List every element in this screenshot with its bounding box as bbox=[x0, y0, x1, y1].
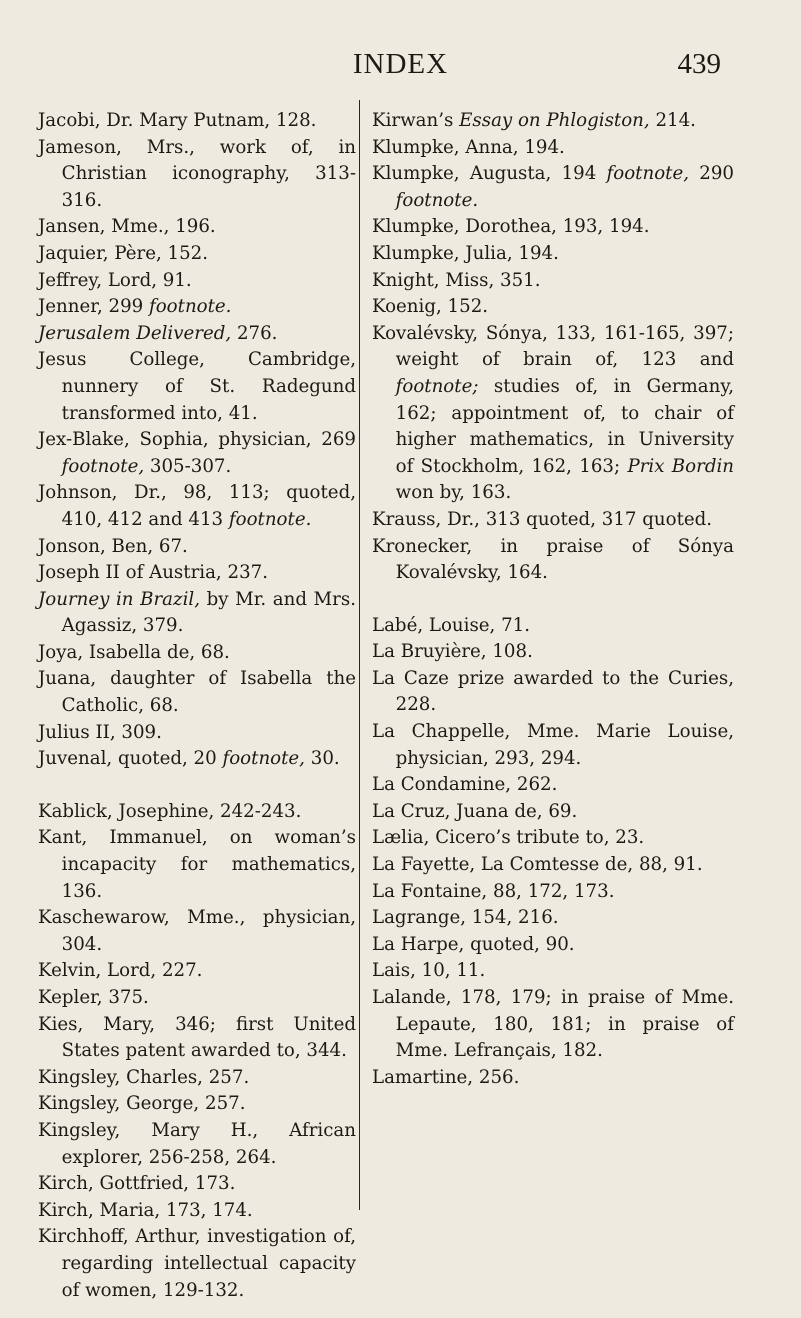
index-entry bbox=[38, 214, 356, 241]
index-entry bbox=[38, 321, 356, 348]
index-entry bbox=[38, 135, 356, 215]
index-entry-text: La Chappelle, Mme. Marie Louise, physician, 293, 294. bbox=[372, 721, 734, 769]
index-entry bbox=[372, 241, 734, 268]
index-entry-text: Lamartine, 256. bbox=[372, 1066, 520, 1088]
index-entry bbox=[38, 720, 356, 747]
index-entry-text: Jeffrey, Lord, 91. bbox=[38, 269, 192, 291]
index-entry bbox=[38, 905, 356, 958]
index-entry bbox=[372, 772, 734, 799]
index-entry bbox=[372, 879, 734, 906]
index-entry bbox=[372, 719, 734, 772]
index-entry-text: Kingsley, Mary H., African explorer, 256-258, 264. bbox=[38, 1119, 356, 1168]
index-entry-italic-text: footnote, bbox=[606, 163, 690, 185]
index-entry-italic-text: Jerusalem Delivered, bbox=[38, 322, 232, 344]
column-divider bbox=[359, 100, 360, 1210]
index-entry bbox=[372, 639, 734, 666]
index-entry-text: Klumpke, Dorothea, 193, 194. bbox=[372, 216, 650, 238]
index-entry-text: La Fontaine, 88, 172, 173. bbox=[372, 880, 615, 902]
index-entry-text: Julius II, 309. bbox=[38, 721, 162, 743]
index-entry bbox=[372, 958, 734, 985]
index-entry-text: Kirwan’s bbox=[372, 110, 460, 131]
index-entry bbox=[372, 108, 734, 135]
index-entry-italic-text: footnote; bbox=[395, 375, 479, 397]
index-entry-text: Lælia, Cicero’s tribute to, 23. bbox=[372, 827, 645, 849]
index-entry bbox=[38, 427, 356, 480]
index-entry bbox=[38, 1012, 356, 1065]
index-entry bbox=[38, 587, 356, 640]
index-entry-text: Lalande, 178, 179; in praise of Mme. Lepaute, 180, 181; in praise of Mme. Lefrançais, 182. bbox=[372, 987, 734, 1062]
index-entry bbox=[38, 1118, 356, 1171]
index-entry-text: Jesus College, Cambridge, nunnery of St. Radegund transformed into, 41. bbox=[38, 349, 356, 424]
index-entry bbox=[38, 985, 356, 1012]
index-entry-italic-text: Journey in Brazil, bbox=[38, 588, 200, 610]
index-entry-text: Juvenal, quoted, 20 bbox=[38, 748, 223, 770]
index-entry-text: Klumpke, Julia, 194. bbox=[372, 242, 559, 264]
index-entry-text: Jameson, Mrs., work of, in Christian iconography, 313-316. bbox=[38, 136, 356, 211]
index-entry-italic-text: footnote. bbox=[228, 508, 312, 530]
index-entry bbox=[372, 613, 734, 640]
index-entry-text: Jex-Blake, Sophia, physician, 269 bbox=[38, 429, 356, 451]
index-entry bbox=[372, 135, 734, 162]
index-entry bbox=[372, 1065, 734, 1092]
index-entry-text: Joya, Isabella de, 68. bbox=[38, 641, 230, 663]
index-entry-text: La Caze prize awarded to the Curies, 228. bbox=[372, 667, 734, 716]
index-entry-text: 305-307. bbox=[144, 455, 232, 477]
index-entry bbox=[38, 1224, 356, 1304]
index-entry-text: Jenner, 299 bbox=[38, 296, 149, 318]
index-entry-text: Kepler, 375. bbox=[38, 987, 149, 1008]
index-entry bbox=[38, 294, 356, 321]
index-entry-text: Juana, daughter of Isabella the Catholic, 68. bbox=[38, 668, 356, 717]
index-entry bbox=[38, 108, 356, 135]
index-entry-italic-text: footnote, bbox=[61, 455, 145, 477]
index-entry-text: La Cruz, Juana de, 69. bbox=[372, 800, 578, 822]
index-entry bbox=[38, 1171, 356, 1198]
index-entry bbox=[372, 294, 734, 321]
index-entry-text: Knight, Miss, 351. bbox=[372, 269, 541, 291]
index-entry bbox=[372, 507, 734, 534]
index-entry bbox=[38, 958, 356, 985]
index-entry-text: La Harpe, quoted, 90. bbox=[372, 933, 575, 955]
index-entry bbox=[372, 932, 734, 959]
index-entry-text: won by, 163. bbox=[395, 482, 512, 504]
index-entry bbox=[38, 560, 356, 587]
index-entry-text: Kelvin, Lord, 227. bbox=[38, 960, 203, 982]
index-entry-text: 214. bbox=[649, 110, 696, 131]
index-column-left bbox=[38, 108, 356, 1304]
index-entry-text: La Fayette, La Comtesse de, 88, 91. bbox=[372, 854, 703, 876]
index-entry bbox=[38, 347, 356, 427]
index-entry-text: Johnson, Dr., 98, 113; quoted, 410, 412 and 413 bbox=[38, 482, 356, 530]
index-entry bbox=[372, 268, 734, 295]
index-entry bbox=[38, 534, 356, 561]
index-entry-text: Koenig, 152. bbox=[372, 296, 489, 318]
index-entry bbox=[372, 799, 734, 826]
index-entry-text: studies of, in Germany, 162; appointment of, to chair of higher mathematics, in University of Stockholm, 162, 163; bbox=[395, 375, 734, 477]
index-entry-text: Jaquier, Père, 152. bbox=[38, 242, 209, 264]
page-number: 439 bbox=[677, 48, 721, 80]
index-entry-text: 290 bbox=[689, 163, 734, 185]
index-entry bbox=[38, 799, 356, 826]
index-entry bbox=[38, 1091, 356, 1118]
index-entry-text: Kovalévsky, Sónya, 133, 161-165, 397; weight of brain of, 123 and bbox=[372, 322, 734, 371]
index-entry bbox=[38, 746, 356, 773]
index-entry-text: Kant, Immanuel, on woman’s incapacity for mathematics, 136. bbox=[38, 827, 356, 902]
index-column-right bbox=[372, 108, 734, 1091]
index-entry-text: Kingsley, George, 257. bbox=[38, 1093, 246, 1115]
index-entry-text: Klumpke, Anna, 194. bbox=[372, 136, 565, 158]
index-entry-text: by Mr. and Mrs. Agassiz, 379. bbox=[61, 588, 356, 637]
index-entry-text: 30. bbox=[304, 748, 340, 770]
index-entry-text: Jansen, Mme., 196. bbox=[38, 216, 216, 238]
page-title: INDEX bbox=[352, 48, 449, 80]
letter-section-gap bbox=[38, 773, 356, 799]
index-entry-text: Jacobi, Dr. Mary Putnam, 128. bbox=[38, 110, 317, 131]
index-entry bbox=[38, 241, 356, 268]
index-entry-text: Joseph II of Austria, 237. bbox=[38, 562, 268, 584]
index-entry-text: Kaschewarow, Mme., physician, 304. bbox=[38, 907, 356, 955]
index-entry bbox=[38, 1198, 356, 1225]
index-entry-text: Labé, Louise, 71. bbox=[372, 614, 531, 636]
index-entry-text: La Condamine, 262. bbox=[372, 774, 558, 796]
index-entry-text: Kies, Mary, 346; first United States patent awarded to, 344. bbox=[38, 1013, 356, 1062]
index-entry-italic-text: footnote. bbox=[395, 189, 479, 211]
index-entry-text: Kirchhoff, Arthur, investigation of, regarding intellectual capacity of women, 129-132. bbox=[38, 1226, 356, 1301]
index-entry bbox=[372, 214, 734, 241]
index-entry bbox=[38, 666, 356, 719]
index-entry bbox=[38, 268, 356, 295]
page-header bbox=[0, 48, 801, 88]
index-entry-text: La Bruyière, 108. bbox=[372, 641, 533, 663]
index-entry-italic-text: footnote. bbox=[149, 296, 232, 318]
index-entry bbox=[38, 480, 356, 533]
index-entry-text: Lais, 10, 11. bbox=[372, 960, 486, 982]
index-entry bbox=[372, 666, 734, 719]
index-entry-text: Kablick, Josephine, 242-243. bbox=[38, 800, 302, 822]
letter-section-gap bbox=[372, 587, 734, 613]
index-entry bbox=[372, 852, 734, 879]
index-entry-text: Lagrange, 154, 216. bbox=[372, 907, 559, 929]
index-entry-text: Kronecker, in praise of Sónya Kovalévsky, 164. bbox=[372, 535, 734, 584]
index-entry bbox=[38, 640, 356, 667]
index-entry bbox=[372, 985, 734, 1065]
index-entry-text: Kirch, Maria, 173, 174. bbox=[38, 1199, 253, 1221]
index-entry bbox=[372, 161, 734, 214]
index-entry bbox=[372, 321, 734, 507]
index-entry-italic-text: footnote, bbox=[222, 748, 305, 770]
index-entry-text: Krauss, Dr., 313 quoted, 317 quoted. bbox=[372, 508, 713, 530]
index-entry bbox=[38, 825, 356, 905]
index-entry-text: Kirch, Gottfried, 173. bbox=[38, 1173, 236, 1195]
index-entry-text: 276. bbox=[231, 322, 278, 344]
index-entry bbox=[372, 905, 734, 932]
index-entry bbox=[372, 534, 734, 587]
index-entry bbox=[372, 825, 734, 852]
index-entry-italic-text: Prix Bordin bbox=[627, 455, 734, 477]
index-entry-text: Klumpke, Augusta, 194 bbox=[372, 163, 607, 185]
index-entry-text: Jonson, Ben, 67. bbox=[38, 535, 188, 557]
index-entry-text: Kingsley, Charles, 257. bbox=[38, 1066, 250, 1088]
index-entry-italic-text: Essay on Phlogiston, bbox=[459, 110, 650, 131]
index-entry bbox=[38, 1065, 356, 1092]
